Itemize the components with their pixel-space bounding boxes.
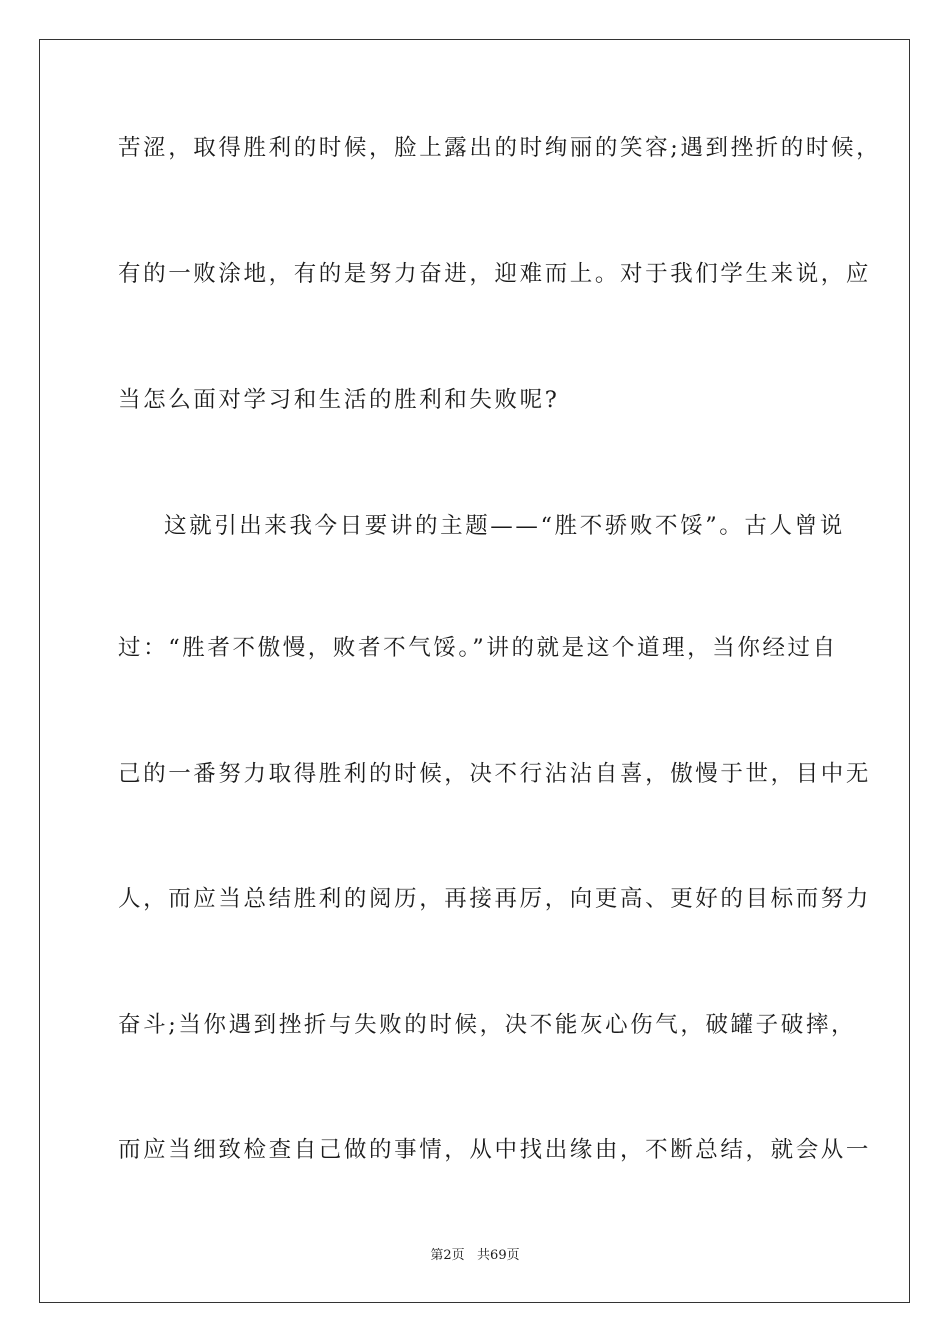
body-text-line-2: 有的一败涂地，有的是努力奋进，迎难而上。对于我们学生来说，应 [118, 261, 872, 287]
page-border [39, 39, 910, 1303]
body-text-line-6: 己的一番努力取得胜利的时候，决不行沾沾自喜，傲慢于世，目中无 [118, 761, 872, 787]
body-text-line-9: 而应当细致检查自己做的事情，从中找出缘由，不断总结，就会从一 [118, 1137, 872, 1163]
body-text-line-4: 这就引出来我今日要讲的主题——“胜不骄败不馁”。古人曾说 [164, 513, 845, 539]
body-text-line-5: 过：“胜者不傲慢，败者不气馁。”讲的就是这个道理，当你经过自 [118, 635, 838, 661]
body-text-line-1: 苦涩，取得胜利的时候，脸上露出的时绚丽的笑容;遇到挫折的时候， [118, 135, 882, 161]
page-number-footer: 第2页 共69页 [430, 1248, 520, 1263]
body-text-line-3: 当怎么面对学习和生活的胜利和失败呢? [118, 387, 560, 413]
body-text-line-8: 奋斗;当你遇到挫折与失败的时候，决不能灰心伤气，破罐子破摔， [118, 1012, 857, 1038]
body-text-line-7: 人，而应当总结胜利的阅历，再接再厉，向更高、更好的目标而努力 [118, 886, 872, 912]
